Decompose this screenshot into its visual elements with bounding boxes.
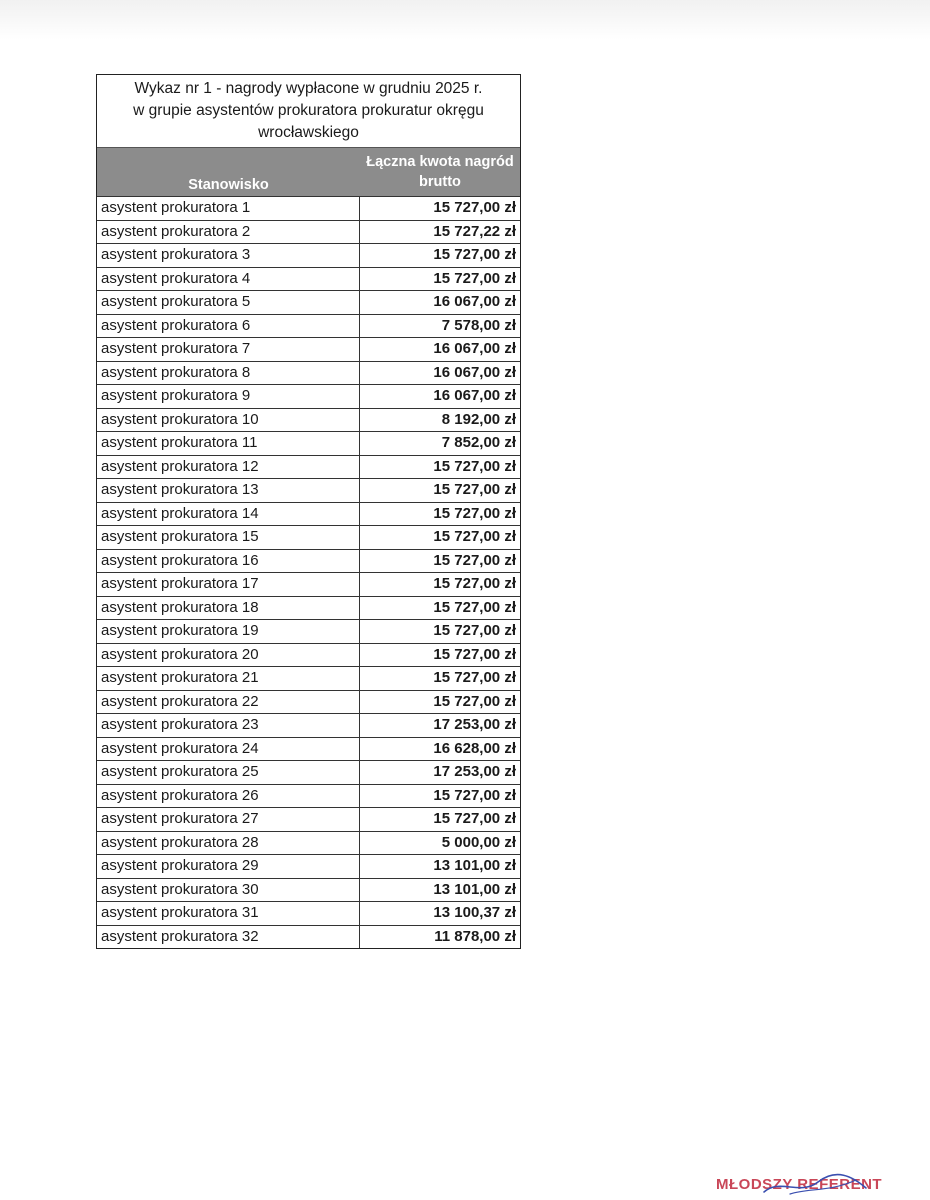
cell-amount: 11 878,00 zł (434, 927, 516, 945)
cell-position: asystent prokuratora 26 (97, 785, 360, 808)
cell-amount: 15 727,00 zł (433, 810, 516, 827)
cell-amount: 15 727,00 zł (433, 199, 516, 216)
table-row (97, 784, 520, 808)
table-row (97, 760, 520, 784)
cell-position: asystent prokuratora 32 (97, 926, 360, 949)
table-row (97, 243, 520, 267)
table-row (97, 925, 520, 949)
handwritten-signature (760, 1168, 870, 1200)
cell-amount: 16 067,00 zł (433, 293, 516, 310)
cell-amount: 15 727,00 zł (433, 269, 516, 287)
table-row (97, 619, 520, 643)
cell-position: asystent prokuratora 25 (97, 761, 360, 784)
table-row (97, 666, 520, 690)
table-row (97, 713, 520, 737)
table-body (97, 196, 520, 948)
cell-amount: 15 727,00 zł (433, 598, 516, 616)
column-header-amount-line2: brutto (419, 174, 461, 190)
cell-position: asystent prokuratora 11 (97, 432, 360, 455)
cell-amount: 16 628,00 zł (433, 739, 516, 757)
table-row (97, 196, 520, 220)
cell-amount: 13 100,37 zł (433, 904, 516, 921)
cell-position: asystent prokuratora 10 (97, 409, 360, 432)
cell-position: asystent prokuratora 14 (97, 503, 360, 526)
table-row (97, 690, 520, 714)
cell-position: asystent prokuratora 7 (97, 338, 360, 361)
cell-position: asystent prokuratora 21 (97, 667, 360, 690)
cell-position: asystent prokuratora 16 (97, 550, 360, 573)
table-row (97, 220, 520, 244)
cell-position: asystent prokuratora 27 (97, 808, 360, 831)
column-header-position (97, 148, 360, 196)
cell-amount: 15 727,00 zł (433, 457, 516, 475)
cell-amount: 16 067,00 zł (433, 363, 516, 381)
table-row (97, 337, 520, 361)
table-row (97, 643, 520, 667)
cell-position: asystent prokuratora 20 (97, 644, 360, 667)
cell-position: asystent prokuratora 13 (97, 479, 360, 502)
table-row (97, 361, 520, 385)
cell-position: asystent prokuratora 29 (97, 855, 360, 878)
cell-position: asystent prokuratora 23 (97, 714, 360, 737)
cell-position: asystent prokuratora 30 (97, 879, 360, 902)
table-row (97, 596, 520, 620)
column-header-position-label: Stanowisko (188, 177, 269, 193)
table-row (97, 478, 520, 502)
cell-amount: 13 101,00 zł (433, 857, 516, 874)
table-header-row (97, 147, 520, 196)
table-row (97, 384, 520, 408)
cell-amount: 15 727,00 zł (433, 528, 516, 545)
cell-amount: 7 578,00 zł (441, 316, 516, 334)
cell-position: asystent prokuratora 8 (97, 362, 360, 385)
cell-position: asystent prokuratora 15 (97, 526, 360, 549)
cell-amount: 15 727,00 zł (433, 786, 516, 804)
cell-amount: 16 067,00 zł (433, 340, 516, 357)
cell-amount: 15 727,00 zł (433, 645, 516, 663)
column-header-amount (360, 148, 520, 196)
cell-position: asystent prokuratora 22 (97, 691, 360, 714)
cell-position: asystent prokuratora 24 (97, 738, 360, 761)
cell-amount: 15 727,00 zł (433, 551, 516, 569)
cell-amount: 16 067,00 zł (433, 387, 516, 404)
cell-amount: 15 727,00 zł (433, 622, 516, 639)
cell-amount: 15 727,22 zł (433, 222, 516, 240)
cell-position: asystent prokuratora 17 (97, 573, 360, 596)
table-title (97, 75, 520, 147)
table-row (97, 455, 520, 479)
cell-position: asystent prokuratora 4 (97, 268, 360, 291)
cell-amount: 7 852,00 zł (441, 434, 516, 451)
cell-position: asystent prokuratora 1 (97, 197, 360, 220)
cell-position: asystent prokuratora 18 (97, 597, 360, 620)
cell-amount: 15 727,00 zł (433, 692, 516, 710)
table-row (97, 525, 520, 549)
table-row (97, 831, 520, 855)
table-row (97, 878, 520, 902)
table-row (97, 502, 520, 526)
table-row (97, 572, 520, 596)
table-row (97, 854, 520, 878)
cell-position: asystent prokuratora 31 (97, 902, 360, 925)
page-top-shadow (0, 0, 930, 40)
cell-amount: 15 727,00 zł (433, 504, 516, 522)
cell-position: asystent prokuratora 3 (97, 244, 360, 267)
cell-position: asystent prokuratora 5 (97, 291, 360, 314)
title-line-3: wrocławskiego (258, 124, 359, 141)
table-row (97, 290, 520, 314)
title-line-1: Wykaz nr 1 - nagrody wypłacone w grudniu 2025 r. (134, 80, 483, 97)
cell-position: asystent prokuratora 19 (97, 620, 360, 643)
cell-amount: 17 253,00 zł (433, 716, 516, 733)
awards-table (96, 74, 521, 949)
cell-amount: 13 101,00 zł (433, 880, 516, 898)
cell-amount: 8 192,00 zł (441, 410, 516, 428)
table-row (97, 807, 520, 831)
cell-amount: 15 727,00 zł (433, 575, 516, 592)
table-row (97, 408, 520, 432)
cell-position: asystent prokuratora 12 (97, 456, 360, 479)
column-header-amount-line1: Łączna kwota nagród (366, 154, 514, 170)
cell-position: asystent prokuratora 9 (97, 385, 360, 408)
cell-position: asystent prokuratora 28 (97, 832, 360, 855)
cell-position: asystent prokuratora 2 (97, 221, 360, 244)
cell-amount: 15 727,00 zł (433, 246, 516, 263)
cell-position: asystent prokuratora 6 (97, 315, 360, 338)
table-row (97, 267, 520, 291)
official-stamp: MŁODSZY REFERENT (716, 1176, 883, 1193)
cell-amount: 15 727,00 zł (433, 481, 516, 498)
table-row (97, 549, 520, 573)
cell-amount: 5 000,00 zł (441, 833, 516, 851)
cell-amount: 17 253,00 zł (433, 763, 516, 780)
title-line-2: w grupie asystentów prokuratora prokuratur okręgu (133, 102, 484, 119)
table-row (97, 431, 520, 455)
cell-amount: 15 727,00 zł (433, 669, 516, 686)
table-row (97, 314, 520, 338)
table-row (97, 737, 520, 761)
table-row (97, 901, 520, 925)
